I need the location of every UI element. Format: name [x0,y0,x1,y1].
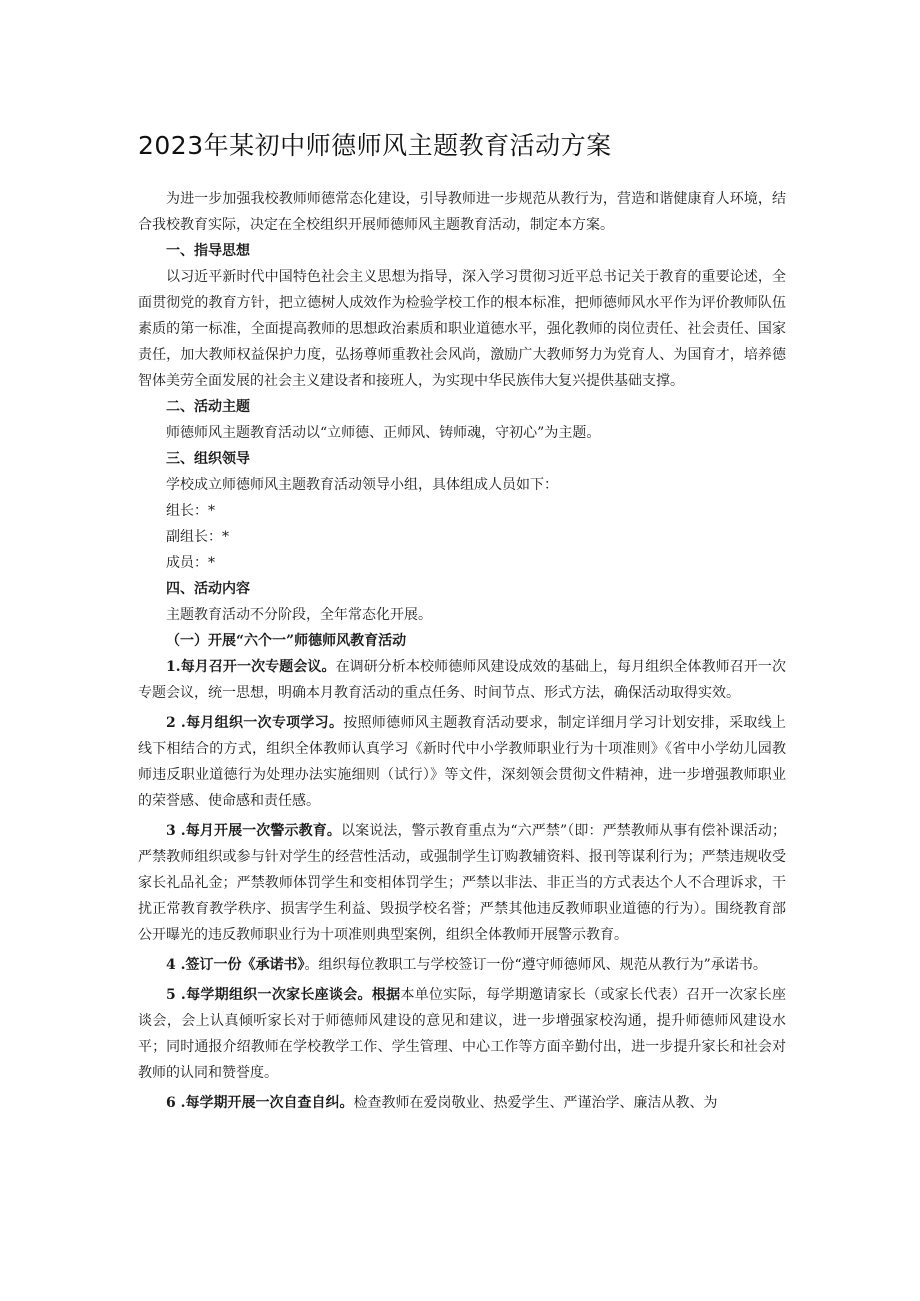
activity-item-lead: 1.每月召开一次专题会议。 [166,659,336,675]
activity-item-text: 。组织每位教职工与学校签订一份“遵守师德师风、规范从教行为”承诺书。 [304,957,767,973]
activity-item-text: 检查教师在爱岗敬业、热爱学生、严谨治学、廉洁从教、为 [353,1095,718,1111]
section-heading-content: 四、活动内容 [166,581,250,597]
activity-item-lead: 3 .每月开展一次警示教育。 [166,823,341,839]
leadership-paragraph: 学校成立师德师风主题教育活动领导小组，具体组成人员如下： [166,477,558,493]
guiding-thought-paragraph: 以习近平新时代中国特色社会主义思想为指导，深入学习贯彻习近平总书记关于教育的重要论述，全面贯彻党的教育方针，把立德树人成效作为检验学校工作的根本标准，把师德师风水平作为评价教师队伍素质的第一标准，全面提高教师的思想政治素质和职业道德水平，强化教师的岗位责任、社会责任、国家责任，加大教师权益保护力度，弘扬尊师重教社会风尚，激励广大教师努力为党育人、为国育才，培养德智体美劳全面发展的社会主义建设者和接班人，为实现中华民族伟大复兴提供基础支撑。 [138,269,786,389]
theme-paragraph: 师德师风主题教育活动以“立师德、正师风、铸师魂，守初心”为主题。 [166,425,601,441]
activity-item-lead: 5 .每学期组织一次家长座谈会。根据 [166,987,401,1003]
document-title: 2023年某初中师德师风主题教育活动方案 [138,131,612,160]
activity-item-lead: 4 .签订一份《承诺书》 [166,957,305,973]
activity-item [138,982,786,1086]
document-page [138,126,786,1120]
activity-item [138,1090,786,1116]
activity-item [138,654,786,706]
activity-item-text: 本单位实际，每学期邀请家长（或家长代表）召开一次家长座谈会，会上认真倾听家长对于师德师风建设的意见和建议，进一步增强家校沟通，提升师德师风建设水平；同时通报介绍教师在学校教学工作、学生管理、中心工作等方面辛勤付出，进一步提升家长和社会对教师的认同和赞誉度。 [138,987,786,1081]
activity-item [138,710,786,814]
leader-line: 组长：* [166,503,215,519]
section-heading-leadership: 三、组织领导 [166,451,250,467]
intro-paragraph: 为进一步加强我校教师师德常态化建设，引导教师进一步规范从教行为，营造和谐健康育人环境，结合我校教育实际，决定在全校组织开展师德师风主题教育活动，制定本方案。 [138,191,786,233]
member-line: 成员：* [166,555,215,571]
activity-item-text: 按照师德师风主题教育活动要求，制定详细月学习计划安排，采取线上线下相结合的方式，组织全体教师认真学习《新时代中小学教师职业行为十项准则》《省中小学幼儿园教师违反职业道德行为处理办法实施细则（试行）》等文件，深刻领会贯彻文件精神，进一步增强教师职业的荣誉感、使命感和责任感。 [138,715,787,809]
activity-item-lead: 2 .每月组织一次专项学习。 [166,715,344,731]
activity-item [138,952,786,978]
activity-item-text: 以案说法，警示教育重点为“六严禁”（即：严禁教师从事有偿补课活动；严禁教师组织或参与针对学生的经营性活动，或强制学生订购教辅资料、报刊等谋利行为；严禁违规收受家长礼品礼金；严禁教师体罚学生和变相体罚学生；严禁以非法、非正当的方式表达个人不合理诉求，干扰正常教育教学秩序、损害学生利益、毁损学校名誉；严禁其他违反教师职业道德的行为）。围绕教育部公开曝光的违反教师职业行为十项准则典型案例，组织全体教师开展警示教育。 [138,823,786,943]
activity-item-text: 在调研分析本校师德师风建设成效的基础上，每月组织全体教师召开一次专题会议，统一思想，明确本月教育活动的重点任务、时间节点、形式方法，确保活动取得实效。 [138,659,786,701]
subsection-heading-six-ones: （一）开展“六个一”师德师风教育活动 [166,633,407,649]
activity-item-lead: 6 .每学期开展一次自查自纠。 [166,1095,354,1111]
section-heading-guiding-thought: 一、指导思想 [166,243,250,259]
activity-item [138,818,786,948]
content-paragraph: 主题教育活动不分阶段，全年常态化开展。 [166,607,432,623]
section-heading-theme: 二、活动主题 [166,399,250,415]
deputy-leader-line: 副组长：* [166,529,229,545]
